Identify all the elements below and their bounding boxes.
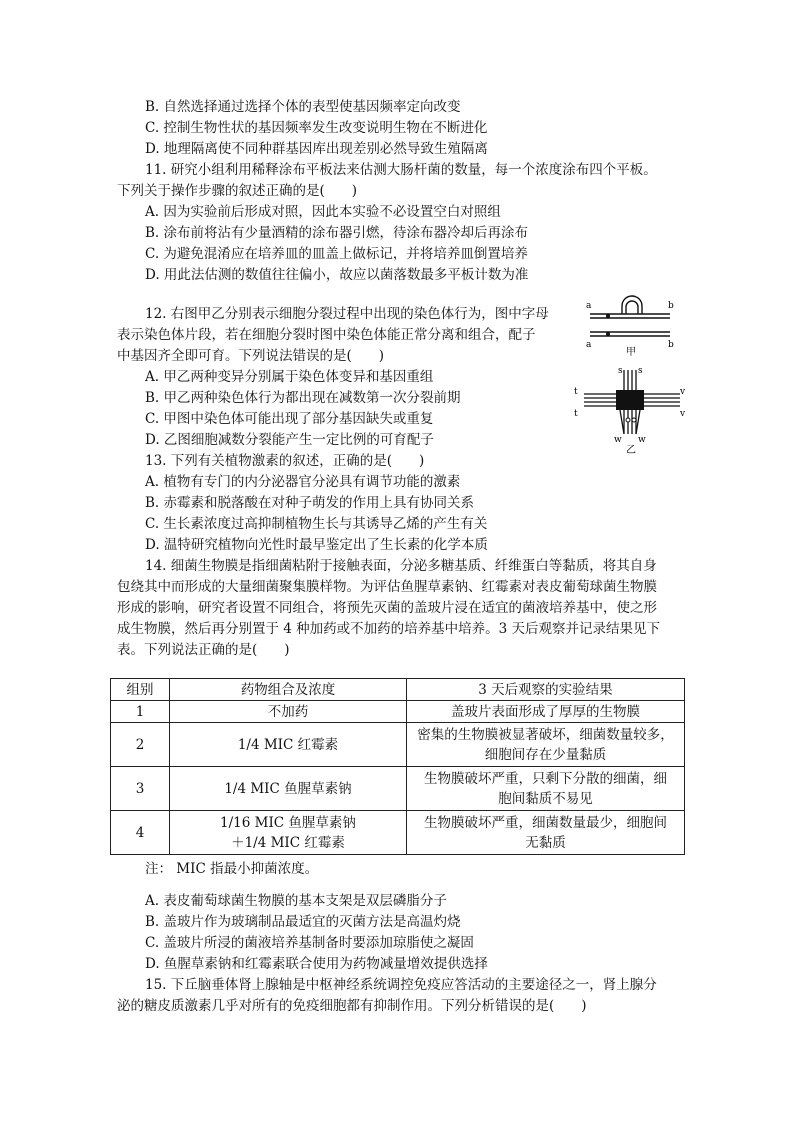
label-a-bottom: a bbox=[586, 340, 592, 350]
q10-option-b: B. 自然选择通过选择个体的表型使基因频率定向改变 bbox=[145, 99, 461, 115]
cell-result bbox=[407, 701, 685, 723]
q13-option-a: A. 植物有专门的内分泌器官分泌具有调节功能的激素 bbox=[145, 474, 461, 490]
cell-drug bbox=[170, 811, 407, 855]
result-text-line2: 细胞间存在少量黏质 bbox=[484, 746, 607, 763]
result-text: 盖玻片表面形成了厚厚的生物膜 bbox=[451, 703, 640, 720]
label-v-right2: v bbox=[680, 409, 686, 419]
q12-option-b: B. 甲乙两种染色体行为都出现在减数第一次分裂前期 bbox=[145, 390, 461, 406]
q11-option-b: B. 涂布前将沾有少量酒精的涂布器引燃，待涂布器冷却后再涂布 bbox=[145, 225, 529, 241]
q14-stem-line2: 包绕其中而形成的大量细菌聚集膜样物。为评估鱼腥草素钠、红霉素对表皮葡萄球菌生物膜 bbox=[117, 579, 657, 595]
drug-text: 不加药 bbox=[267, 703, 309, 720]
table-row bbox=[111, 811, 685, 855]
centromere-dot bbox=[632, 418, 636, 422]
q14-stem-line1: 14. 细菌生物膜是指细菌粘附于接触表面，分泌多糖基质、纤维蛋白等黏质，将其自身 bbox=[145, 558, 657, 574]
q14-option-c: C. 盖玻片所浸的菌液培养基制备时要添加琼脂使之凝固 bbox=[145, 935, 474, 951]
figure-caption-jia: 甲 bbox=[626, 347, 636, 358]
header-group: 组别 bbox=[111, 679, 170, 701]
chromosome-figure-jia bbox=[582, 292, 682, 358]
cell-result bbox=[407, 723, 685, 767]
drug-text-line2: ＋1/4 MIC 红霉素 bbox=[231, 834, 345, 851]
q10-option-d: D. 地理隔离使不同种群基因库出现差别必然导致生殖隔离 bbox=[145, 141, 488, 157]
table-row bbox=[111, 723, 685, 767]
label-t-left: t bbox=[574, 387, 578, 397]
header-result: 3 天后观察的实验结果 bbox=[407, 679, 685, 701]
result-text-line1: 密集的生物膜被显著破坏，细菌数量较多， bbox=[417, 726, 674, 743]
label-s-top2: s bbox=[638, 366, 643, 376]
q15-stem-line1: 15. 下丘脑垂体肾上腺轴是中枢神经系统调控免疫应答活动的主要途径之一，肾上腺分 bbox=[145, 977, 657, 993]
q11-option-d: D. 用此法估测的数值往往偏小，故应以菌落数最多平板计数为准 bbox=[145, 267, 529, 283]
centromere-dot bbox=[606, 332, 610, 336]
cell-result bbox=[407, 767, 685, 811]
q14-option-a: A. 表皮葡萄球菌生物膜的基本支架是双层磷脂分子 bbox=[145, 893, 447, 909]
cell-group: 1 bbox=[111, 701, 170, 723]
centromere-dot bbox=[626, 418, 630, 422]
result-text-line1: 生物膜破坏严重，只剩下分散的细菌，细 bbox=[424, 770, 667, 787]
experiment-table bbox=[110, 678, 685, 855]
cell-drug bbox=[170, 701, 407, 723]
cell-drug bbox=[170, 723, 407, 767]
chromosome-cross-center bbox=[616, 390, 644, 410]
q11-stem-line2: 下列关于操作步骤的叙述正确的是( ) bbox=[117, 183, 358, 199]
cell-group: 2 bbox=[111, 723, 170, 767]
table-note: 注： MIC 指最小抑菌浓度。 bbox=[145, 861, 319, 877]
cell-drug bbox=[170, 767, 407, 811]
q12-option-d: D. 乙图细胞减数分裂能产生一定比例的可育配子 bbox=[145, 432, 434, 448]
q13-stem: 13. 下列有关植物激素的叙述，正确的是( ) bbox=[145, 453, 425, 469]
result-text-line2: 无黏质 bbox=[525, 834, 566, 851]
drug-text: 1/4 MIC 鱼腥草素钠 bbox=[224, 780, 352, 797]
figure-caption-yi: 乙 bbox=[626, 445, 636, 456]
label-b-top: b bbox=[668, 301, 674, 311]
table-header-row bbox=[111, 679, 685, 701]
q11-stem-line1: 11. 研究小组利用稀释涂布平板法来估测大肠杆菌的数量，每一个浓度涂布四个平板。 bbox=[145, 162, 657, 178]
table-row bbox=[111, 767, 685, 811]
centromere-dot bbox=[606, 314, 610, 318]
q13-option-d: D. 温特研究植物向光性时最早鉴定出了生长素的化学本质 bbox=[145, 537, 488, 553]
q13-option-c: C. 生长素浓度过高抑制植物生长与其诱导乙烯的产生有关 bbox=[145, 516, 488, 532]
label-a-top: a bbox=[586, 301, 592, 311]
q12-stem-line1: 12. 右图甲乙分别表示细胞分裂过程中出现的染色体行为，图中字母 bbox=[145, 306, 549, 322]
result-text-line2: 胞间黏质不易见 bbox=[498, 790, 593, 807]
q14-stem-line4: 成生物膜，然后再分别置于 4 种加药或不加药的培养基中培养。3 天后观察并记录结果见下 bbox=[117, 621, 661, 637]
label-t-left2: t bbox=[574, 409, 578, 419]
drug-text: 1/4 MIC 红霉素 bbox=[237, 736, 339, 753]
q10-option-c: C. 控制生物性状的基因频率发生改变说明生物在不断进化 bbox=[145, 120, 488, 136]
q11-option-a: A. 因为实验前后形成对照，因此本实验不必设置空白对照组 bbox=[145, 204, 501, 220]
q12-option-c: C. 甲图中染色体可能出现了部分基因缺失或重复 bbox=[145, 411, 434, 427]
q14-stem-line5: 表。下列说法正确的是( ) bbox=[117, 642, 290, 658]
q12-stem-line3: 中基因齐全即可育。下列说法错误的是( ) bbox=[117, 348, 385, 364]
q14-option-b: B. 盖玻片作为玻璃制品最适宜的灭菌方法是高温灼烧 bbox=[145, 914, 461, 930]
drug-text-line1: 1/16 MIC 鱼腥草素钠 bbox=[220, 814, 356, 831]
q12-option-a: A. 甲乙两种变异分别属于染色体变异和基因重组 bbox=[145, 369, 434, 385]
q11-option-c: C. 为避免混淆应在培养皿的皿盖上做标记，并将培养皿倒置培养 bbox=[145, 246, 528, 262]
label-w-bottom2: w bbox=[638, 435, 646, 445]
label-s-top: s bbox=[618, 366, 623, 376]
cell-result bbox=[407, 811, 685, 855]
result-text-line1: 生物膜破坏严重，细菌数量最少，细胞间 bbox=[424, 814, 667, 831]
cell-group: 3 bbox=[111, 767, 170, 811]
label-b-bottom: b bbox=[668, 340, 674, 350]
q13-option-b: B. 赤霉素和脱落酸在对种子萌发的作用上具有协同关系 bbox=[145, 495, 475, 511]
q15-stem-line2: 泌的糖皮质激素几乎对所有的免疫细胞都有抑制作用。下列分析错误的是( ) bbox=[117, 998, 587, 1014]
q12-stem-line2: 表示染色体片段，若在细胞分裂时图中染色体能正常分离和组合，配子 bbox=[117, 327, 536, 343]
header-drug: 药物组合及浓度 bbox=[170, 679, 407, 701]
chromosome-figure-yi bbox=[572, 364, 687, 456]
table-row bbox=[111, 701, 685, 723]
cell-group: 4 bbox=[111, 811, 170, 855]
q14-option-d: D. 鱼腥草素钠和红霉素联合使用为药物减量增效提供选择 bbox=[145, 956, 488, 972]
label-v-right: v bbox=[680, 387, 686, 397]
label-w-bottom: w bbox=[614, 435, 622, 445]
q14-stem-line3: 形成的影响，研究者设置不同组合，将预先灭菌的盖玻片浸在适宜的菌液培养基中，使之形 bbox=[117, 600, 657, 616]
